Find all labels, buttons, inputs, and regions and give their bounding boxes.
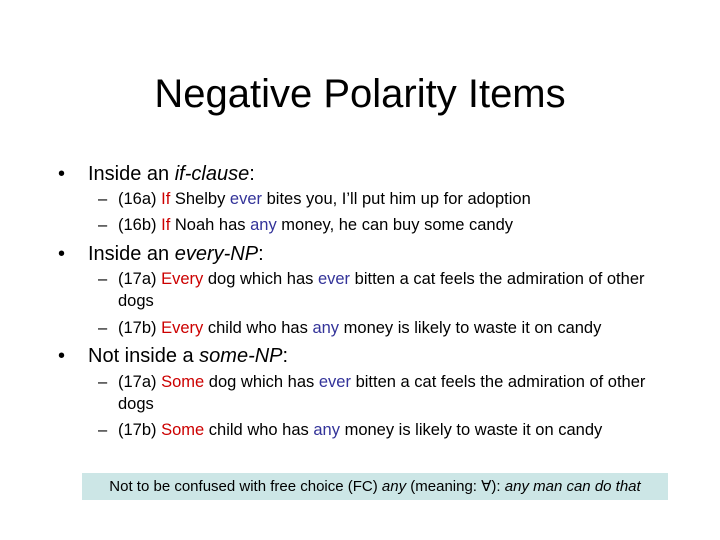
example-text: (16b) If Noah has any money, he can buy some candy: [118, 216, 514, 234]
example-text: (17a) Every dog which has ever bitten a cat feels the admiration of other dogs: [118, 270, 645, 310]
example-text: (17b) Some child who has any money is likely to waste it on candy: [118, 421, 603, 439]
bullet-icon: •: [58, 345, 66, 367]
dash-icon: –: [98, 270, 108, 288]
bullet-text: Inside an if-clause:: [88, 163, 255, 185]
forall-icon: ∀: [481, 478, 492, 495]
page-title: Negative Polarity Items: [154, 72, 566, 116]
dash-icon: –: [98, 319, 108, 337]
example-text: (17b) Every child who has any money is likely to waste it on candy: [118, 319, 602, 337]
dash-icon: –: [98, 373, 108, 391]
bullet-text: Inside an every-NP:: [88, 243, 264, 265]
example-text: (16a) If Shelby ever bites you, I’ll put him up for adoption: [118, 190, 531, 208]
bullet-icon: •: [58, 163, 66, 185]
example-text: (17a) Some dog which has ever bitten a cat feels the admiration of other dogs: [118, 373, 646, 413]
dash-icon: –: [98, 190, 108, 208]
dash-icon: –: [98, 216, 108, 234]
free-choice-note: Not to be confused with free choice (FC) any (meaning: ∀): any man can do that: [82, 473, 668, 500]
dash-icon: –: [98, 421, 108, 439]
bullet-icon: •: [58, 243, 66, 265]
bullet-text: Not inside a some-NP:: [88, 345, 289, 367]
